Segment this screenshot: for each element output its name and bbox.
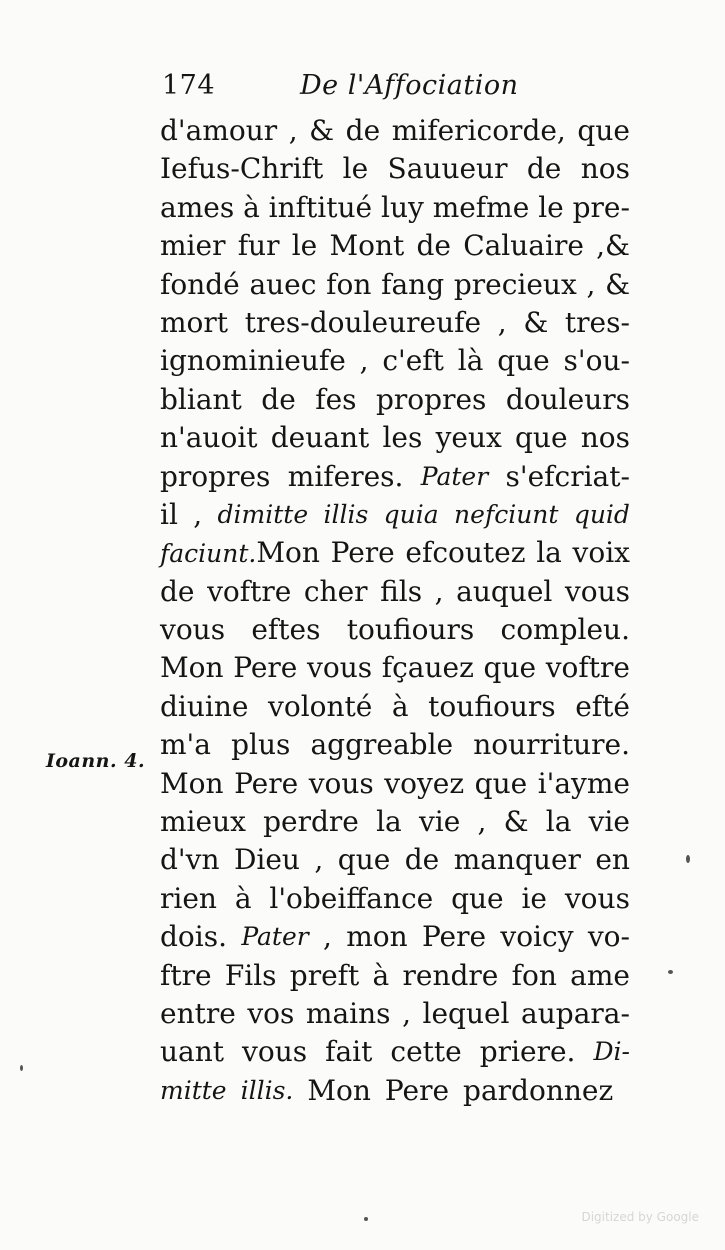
text-line: il , dimitte illis quia nefciunt quid (160, 497, 630, 531)
text-line: propres miferes. Pater s'efcriat- (160, 459, 630, 493)
text-line: de voftre cher fils , auquel vous (160, 574, 630, 608)
text-line: rien à l'obeiffance que ie vous (160, 881, 630, 915)
text-line: vous eftes toufiours compleu. (160, 613, 630, 647)
text-line: entre vos mains , lequel aupara- (160, 996, 630, 1030)
text-line: d'amour , & de mifericorde, que (160, 114, 630, 147)
ink-speck (686, 855, 690, 863)
text-line: m'a plus aggreable nourriture. (160, 728, 630, 762)
text-line: faciunt.Mon Pere efcoutez la voix (160, 536, 630, 570)
text-line: mitte illis. Mon Pere pardonnez (160, 1073, 614, 1107)
text-line: Mon Pere vous fçauez que voftre (160, 651, 630, 685)
text-line: fondé auec fon fang precieux , & (160, 267, 630, 301)
text-line: ftre Fils preft à rendre fon ame (160, 958, 630, 992)
text-line: uant vous fait cette priere. Di- (160, 1035, 630, 1069)
body-text (160, 112, 630, 1110)
text-line: n'auoit deuant les yeux que nos (160, 421, 630, 455)
text-line: ignominieufe , c'eft là que s'ou- (160, 344, 630, 378)
text-line: bliant de fes propres douleurs (160, 382, 630, 416)
text-line: ames à inftitué luy mefme le pre- (160, 190, 630, 224)
text-line: dois. Pater , mon Pere voicy vo- (160, 920, 630, 954)
watermark: Digitized by Google (581, 1210, 699, 1224)
text-line: Iefus-Chrift le Sauueur de nos (160, 152, 630, 186)
ink-speck (364, 1217, 368, 1221)
ink-speck (668, 970, 673, 974)
ink-speck (20, 1065, 23, 1071)
text-line: d'vn Dieu , que de manquer en (160, 843, 630, 877)
page-header (160, 70, 630, 110)
text-line: mieux perdre la vie , & la vie (160, 805, 630, 839)
text-line: diuine volonté à toufiours efté (160, 689, 630, 723)
page-number: 174 (162, 70, 216, 101)
text-line: mier fur le Mont de Caluaire ,& (160, 229, 630, 263)
running-title: De l'Affociation (300, 70, 519, 101)
marginal-note: Ioann. 4. (46, 750, 146, 772)
text-line: Mon Pere vous voyez que i'ayme (160, 766, 630, 800)
text-line: mort tres-douleureufe , & tres- (160, 305, 630, 339)
